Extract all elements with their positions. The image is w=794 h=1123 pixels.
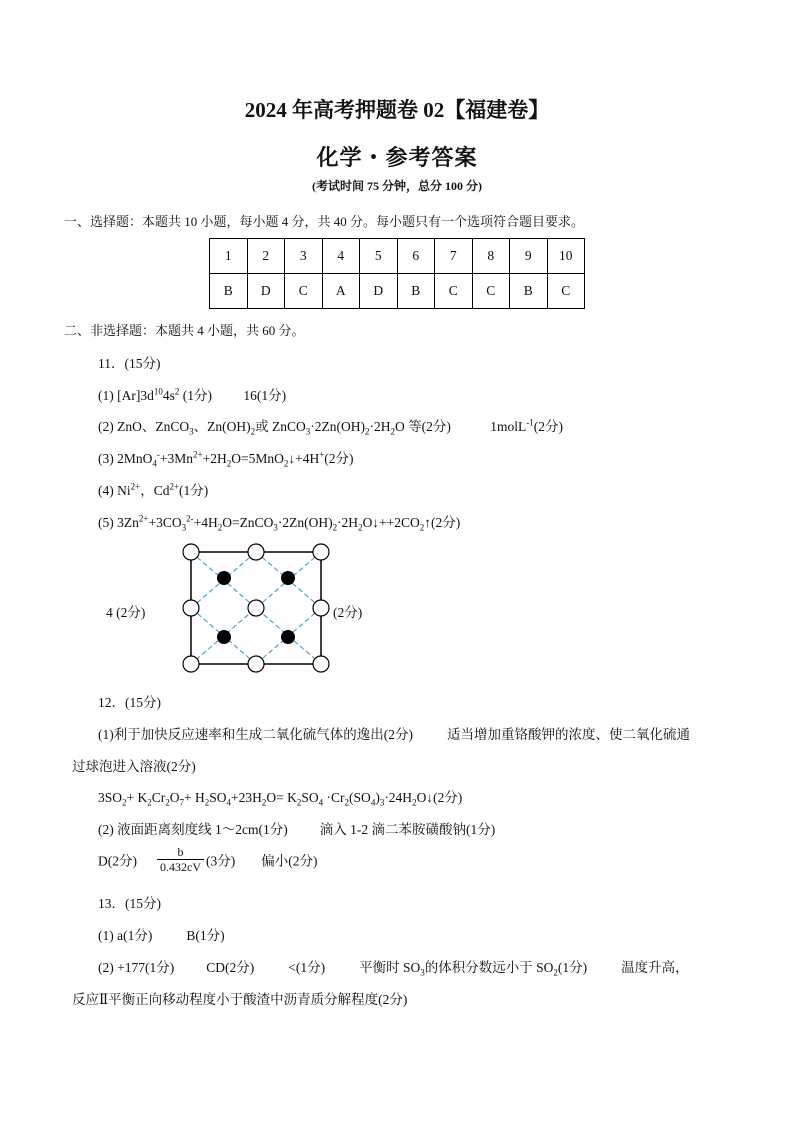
table-cell: C <box>547 274 585 309</box>
table-cell: 4 <box>322 239 360 274</box>
answer-table <box>209 238 585 309</box>
table-cell: 6 <box>397 239 435 274</box>
table-cell: D <box>360 274 398 309</box>
q11-part4: (4) $Ni^{2+}$，$Cd^{2+}(1$分) <box>98 481 209 498</box>
crystal-structure-diagram <box>176 540 332 676</box>
q13-part1: (1) a(1分) B(1分) <box>98 928 225 943</box>
table-cell: 8 <box>472 239 510 274</box>
q11-diagram-right-score: (2分) <box>333 605 363 620</box>
page-subtitle: 化学・参考答案 <box>316 145 478 170</box>
q13-label: 13．(15分) <box>98 896 161 911</box>
q11-part5: (5) $3Zn^{2+}+3CO_3^{2-}+4H_2O=ZnCO_3\cdot 2Zn(OH)_2\cdot 2H_2O↓++2CO_2↑(2$分) <box>98 513 461 533</box>
answer-table-answer-row <box>210 274 585 309</box>
table-cell: 2 <box>247 239 285 274</box>
table-cell: 1 <box>210 239 248 274</box>
q12-part3: D(2分) $\frac{b}{0.432cV}$ (3分) 偏小(2分) <box>98 845 318 874</box>
table-cell: B <box>397 274 435 309</box>
table-cell: B <box>510 274 548 309</box>
q11-part1: (1) $[Ar]3d^{10}4s^2$ (1分) 16(1分) <box>98 386 287 403</box>
table-cell: A <box>322 274 360 309</box>
exam-note: (考试时间 75 分钟，总分 100 分) <box>312 179 482 193</box>
page-title: 2024 年高考押题卷 02【福建卷】 <box>244 98 550 122</box>
q12-part1-line1: (1)利于加快反应速率和生成二氧化硫气体的逸出(2分) 适当增加重铬酸钾的浓度、使二氧化硫通 <box>98 727 690 742</box>
hollow-atoms <box>183 544 329 672</box>
q13-part2: (2) +177(1分) CD(2分) <(1分) 平衡时 $SO_3$的体积分数远小于 $SO_2(1$分) 温度升高， <box>98 960 689 978</box>
table-cell: D <box>247 274 285 309</box>
q12-part1-line2: 过球泡进入溶液(2分) <box>72 759 196 774</box>
fraction: $\frac{b}{0.432cV}$ <box>157 845 204 874</box>
q12-label: 12．(15分) <box>98 695 161 710</box>
table-cell: C <box>472 274 510 309</box>
table-cell: B <box>210 274 248 309</box>
q13-part3: 反应Ⅱ平衡正向移动程度小于酸渣中沥青质分解程度(2分) <box>72 992 408 1007</box>
section1-heading: 一、选择题：本题共 10 小题，每小题 4 分，共 40 分。每小题只有一个选项符合题目要求。 <box>64 214 585 229</box>
table-cell: 3 <box>285 239 323 274</box>
table-cell: 9 <box>510 239 548 274</box>
q12-part2: (2) 液面距离刻度线 1～2cm(1分) 滴入 1-2 滴二苯胺磺酸钠(1分) <box>98 822 496 837</box>
table-cell: 10 <box>547 239 585 274</box>
table-cell: C <box>435 274 473 309</box>
q11-label: 11．(15分) <box>98 356 161 371</box>
q12-equation: $3SO_2+ K_2Cr_2O_7+ H_2SO_4+23H_2O= K_2SO_4$ $\cdot Cr_2(SO_4)_3\cdot 24H_2O↓(2$分) <box>98 790 463 808</box>
table-cell: 7 <box>435 239 473 274</box>
table-cell: C <box>285 274 323 309</box>
q11-part2: (2) ZnO、ZnCO$_3$、$Zn(OH)_2$或 $ZnCO_3\cdot 2Zn(OH)_2\cdot 2H_2O$ 等(2分) 1molL$^{-1}$(2分) <box>98 417 563 437</box>
q11-diagram-left-score: 4 (2分) <box>106 605 146 620</box>
answer-table-number-row <box>210 239 585 274</box>
q11-part3: (3) $2MnO_4^-+3Mn^{2+}+2H_2O=5MnO_2↓+4H^+(2$分) <box>98 449 354 469</box>
section2-heading: 二、非选择题：本题共 4 小题，共 60 分。 <box>64 323 305 338</box>
table-cell: 5 <box>360 239 398 274</box>
